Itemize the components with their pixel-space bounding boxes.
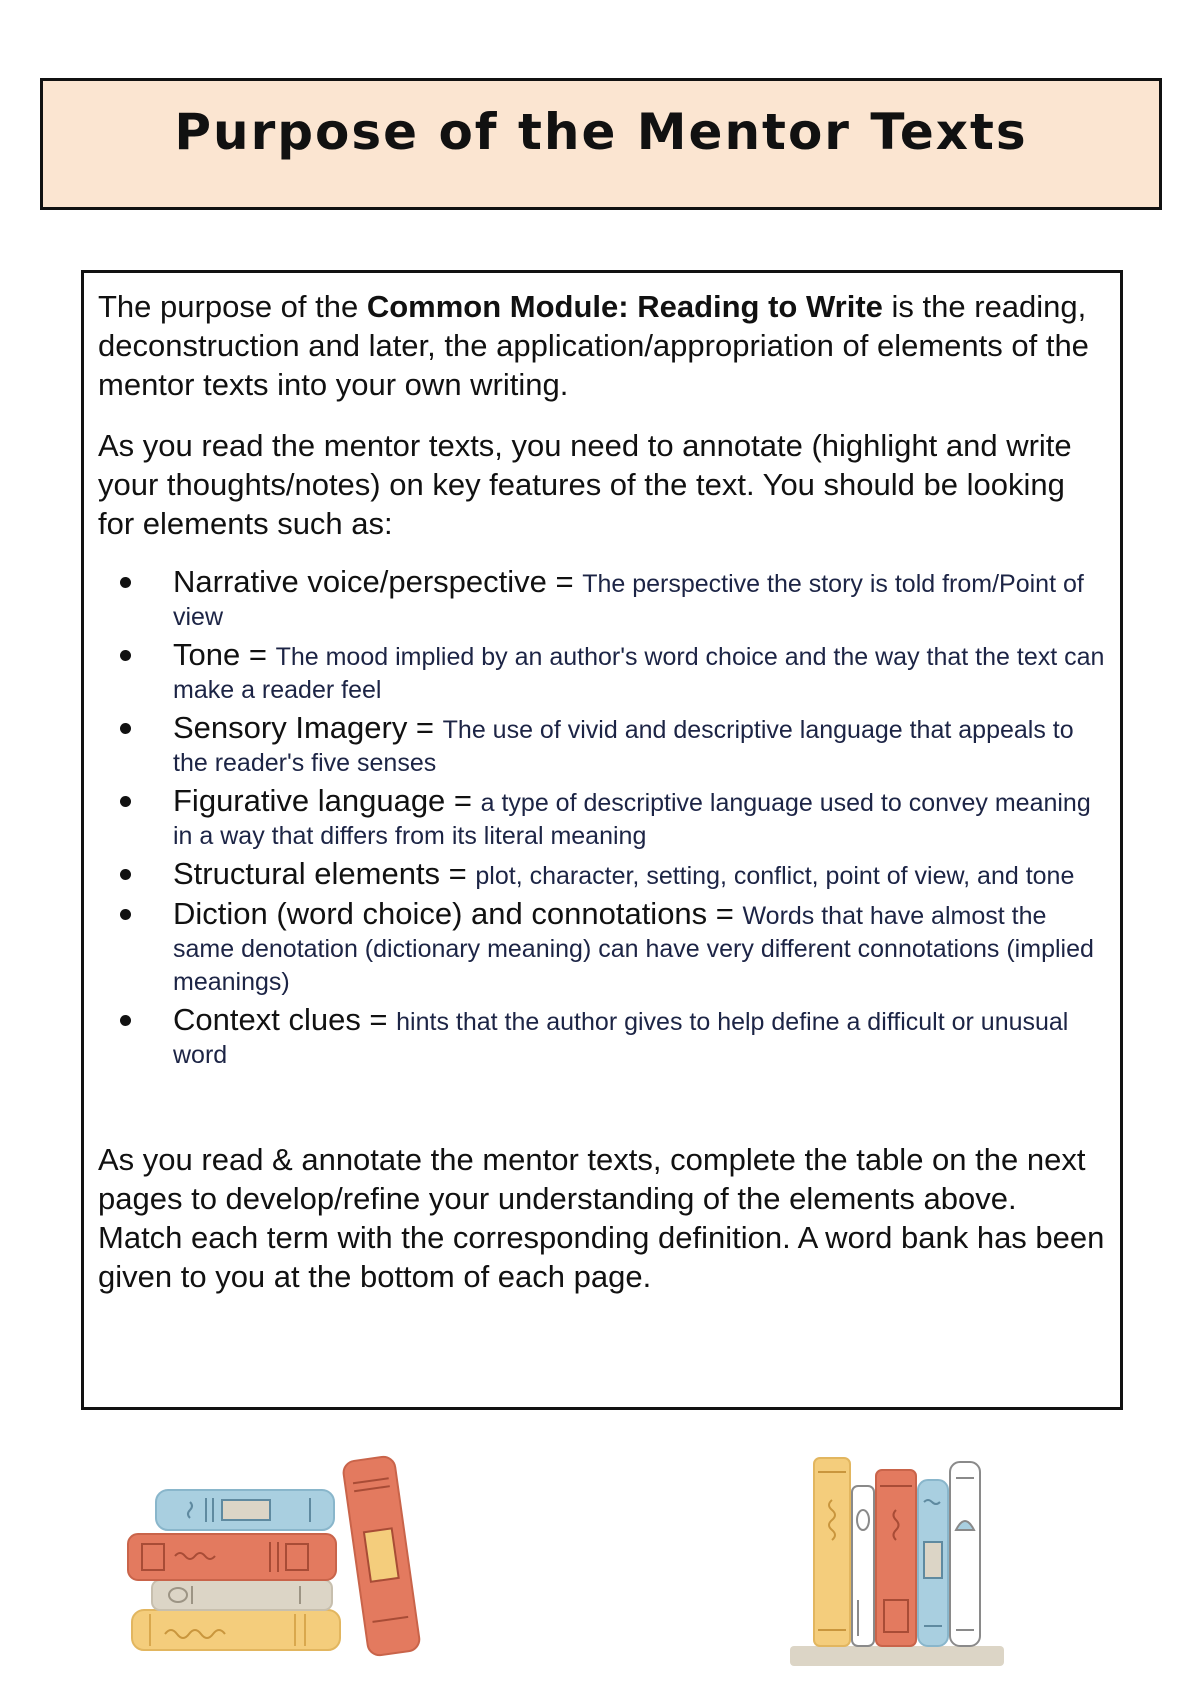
tan-book-icon	[152, 1580, 332, 1610]
blue-book-icon	[156, 1490, 334, 1530]
list-item	[98, 857, 1106, 893]
white-book-icon	[950, 1462, 980, 1646]
blue-book-icon	[918, 1480, 948, 1646]
element-term: Sensory Imagery =	[173, 710, 443, 745]
shelf-icon	[790, 1646, 1004, 1666]
upright-books-illustration	[780, 1450, 1020, 1675]
list-item	[98, 565, 1106, 634]
red-book-icon	[876, 1470, 916, 1646]
bullet-icon	[120, 723, 131, 734]
stacked-books-illustration	[120, 1450, 440, 1670]
element-definition: a type of descriptive language used to convey meaning in a way that differs from its literal meaning	[173, 789, 1091, 850]
white-book-icon	[852, 1486, 874, 1646]
bullet-icon	[120, 1015, 131, 1026]
instructions-paragraph: As you read the mentor texts, you need to annotate (highlight and write your thoughts/notes) on key features of the text. You should be looking for elements such as:	[98, 428, 1072, 541]
list-item	[98, 711, 1106, 780]
intro-text-start: The purpose of the	[98, 289, 367, 324]
intro-text-end: is the reading, deconstruction and later, the application/appropriation of elements of the mentor texts into your own writing.	[98, 289, 1089, 402]
element-definition: The use of vivid and descriptive language that appeals to the reader's five senses	[173, 716, 1074, 777]
list-item	[98, 1003, 1106, 1072]
element-term: Tone =	[173, 637, 276, 672]
leaning-book-icon	[342, 1455, 421, 1656]
content-box	[81, 270, 1123, 1410]
page-title: Purpose of the Mentor Texts	[174, 103, 1028, 161]
element-term: Diction (word choice) and connotations =	[173, 896, 743, 931]
element-definition: The perspective the story is told from/Point of view	[173, 570, 1084, 631]
bullet-icon	[120, 869, 131, 880]
element-term: Context clues =	[173, 1002, 397, 1037]
element-term: Figurative language =	[173, 783, 481, 818]
red-book-icon	[128, 1534, 336, 1580]
bullet-icon	[120, 796, 131, 807]
title-banner	[40, 78, 1162, 210]
bullet-icon	[120, 577, 131, 588]
element-definition: hints that the author gives to help define a difficult or unusual word	[173, 1008, 1069, 1069]
yellow-book-icon	[132, 1610, 340, 1650]
list-item	[98, 784, 1106, 853]
closing-paragraph: As you read & annotate the mentor texts, complete the table on the next pages to develop/refine your understanding of the elements above. Match each term with the corresponding definition. A word bank has been given to you at the bottom of each page.	[98, 1142, 1105, 1294]
bullet-icon	[120, 650, 131, 661]
element-definition: plot, character, setting, conflict, point of view, and tone	[475, 862, 1075, 890]
module-name: Common Module: Reading to Write	[366, 289, 883, 324]
bullet-icon	[120, 909, 131, 920]
elements-list	[98, 565, 1106, 1072]
element-definition: Words that have almost the same denotation (dictionary meaning) can have very different connotations (implied meanings)	[173, 902, 1094, 996]
intro-paragraph	[98, 287, 1106, 404]
list-item	[98, 897, 1106, 999]
element-term: Structural elements =	[173, 856, 476, 891]
yellow-book-icon	[814, 1458, 850, 1646]
list-item	[98, 638, 1106, 707]
element-term: Narrative voice/perspective =	[173, 564, 583, 599]
element-definition: The mood implied by an author's word choice and the way that the text can make a reader feel	[173, 643, 1105, 704]
